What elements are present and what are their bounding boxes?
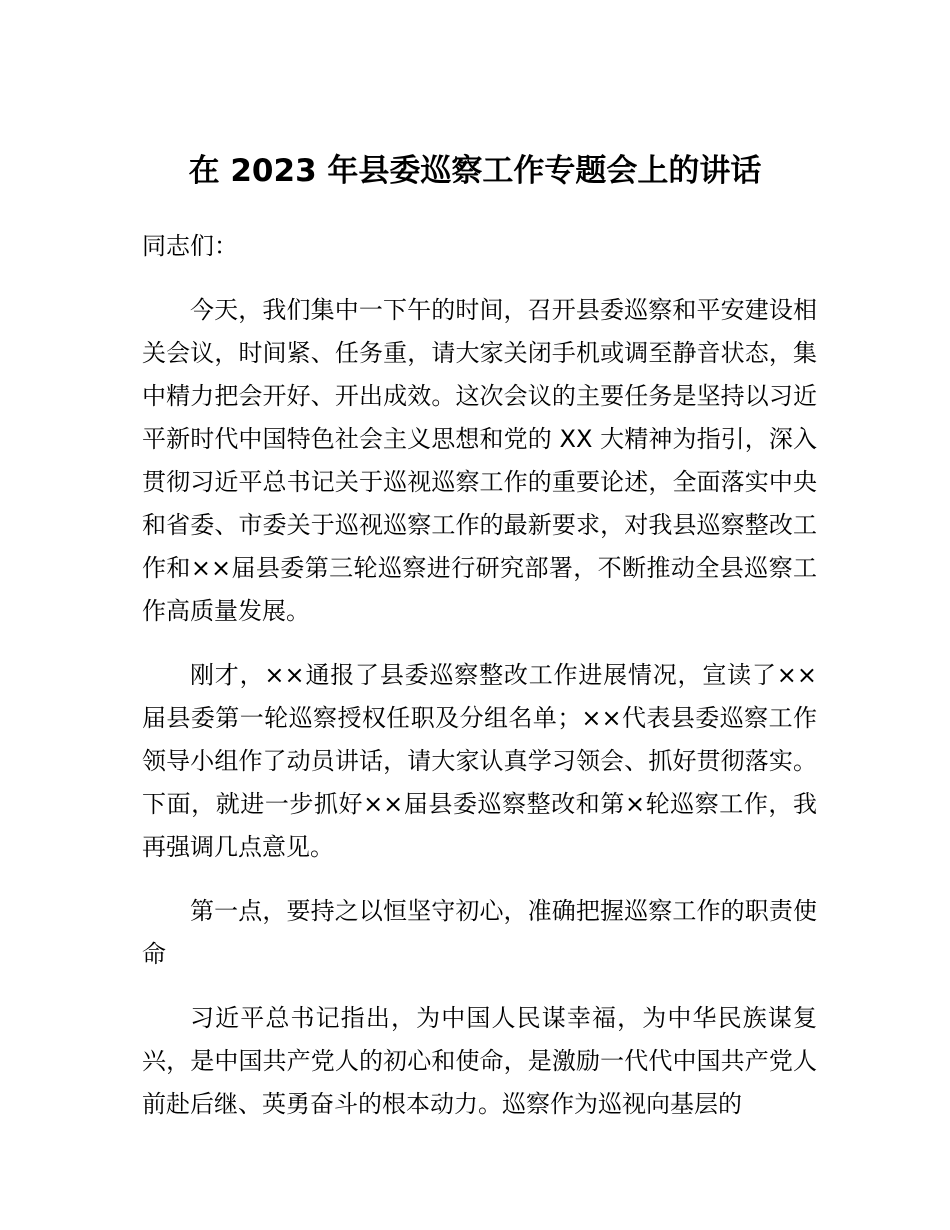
paragraph-briefing: 刚才，××通报了县委巡察整改工作进展情况，宣读了××届县委第一轮巡察授权任职及分组名单；××代表县委巡察工作领导小组作了动员讲话，请大家认真学习领会、抓好贯彻落实。下面，就进一步抓好××届县委巡察整改和第×轮巡察工作，我再强调几点意见。 xyxy=(142,661,817,861)
paragraph-opening: 今天，我们集中一下午的时间，召开县委巡察和平安建设相关会议，时间紧、任务重，请大家关闭手机或调至静音状态，集中精力把会开好、开出成效。这次会议的主要任务是坚持以习近平新时代中国特色社会主义思想和党的 XX 大精神为指引，深入贯彻习近平总书记关于巡视巡察工作的重要论述，全面落实中央和省委、市委关于巡视巡察工作的最新要求，对我县巡察整改工作和××届县委第三轮巡察进行研究部署，不断推动全县巡察工作高质量发展。 xyxy=(142,296,817,625)
document-body xyxy=(142,225,817,1147)
paragraph-first-point: 习近平总书记指出，为中国人民谋幸福，为中华民族谋复兴，是中国共产党人的初心和使命，是激励一代代中国共产党人前赴后继、英勇奋斗的根本动力。巡察作为巡视向基层的 xyxy=(142,1004,817,1118)
section-heading-first-point: 第一点，要持之以恒坚守初心，准确把握巡察工作的职责使命 xyxy=(142,897,817,968)
document-title: 在 2023 年县委巡察工作专题会上的讲话 xyxy=(188,153,762,189)
salutation: 同志们： xyxy=(142,232,238,260)
